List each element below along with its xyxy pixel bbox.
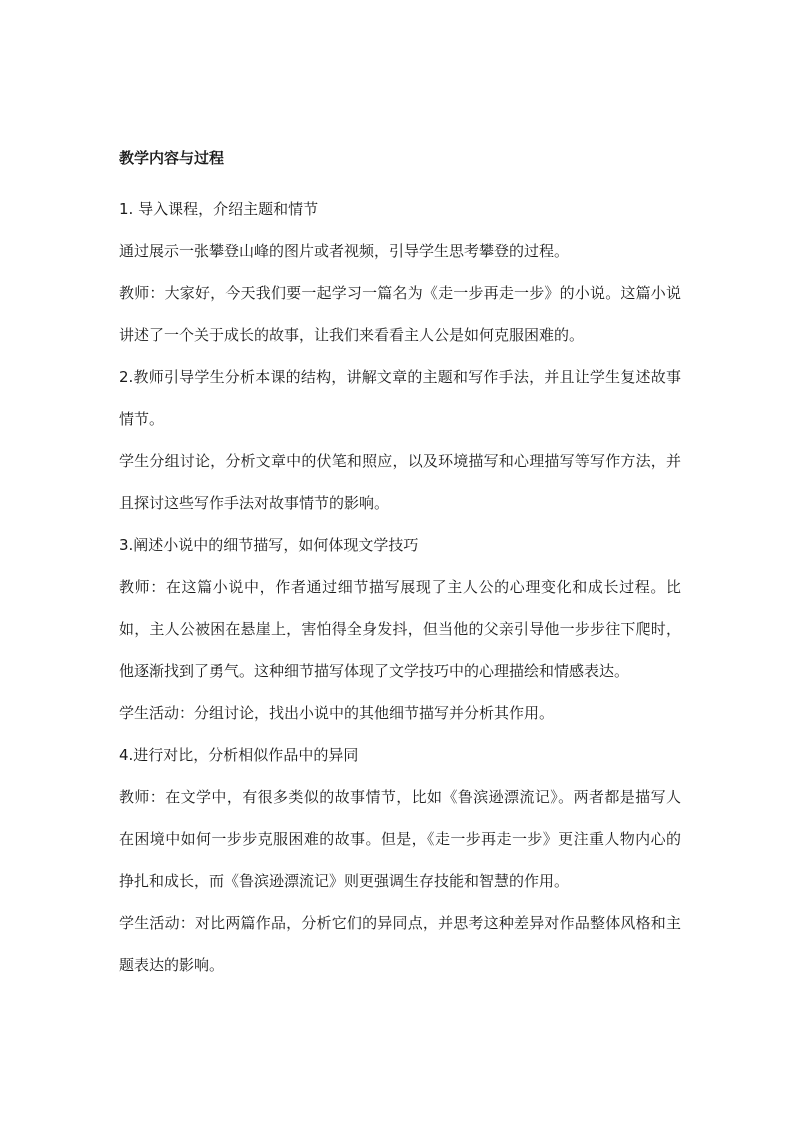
student-activity-2: 学生活动：对比两篇作品，分析它们的异同点，并思考这种差异对作品整体风格和主题表达的影响。 xyxy=(119,914,681,974)
step-4-title: 4.进行对比，分析相似作品中的异同 xyxy=(119,746,359,764)
section-heading: 教学内容与过程 xyxy=(119,149,225,167)
group-discussion: 学生分组讨论，分析文章中的伏笔和照应，以及环境描写和心理描写等写作方法，并且探讨这些写作手法对故事情节的影响。 xyxy=(119,452,681,512)
teacher-comparison: 教师：在文学中，有很多类似的故事情节，比如《鲁滨逊漂流记》。两者都是描写人在困境中如何一步步克服困难的故事。但是，《走一步再走一步》更注重人物内心的挣扎和成长，而《鲁滨逊漂流记》则更强调生存技能和智慧的作用。 xyxy=(119,788,681,890)
step-1-title: 1. 导入课程，介绍主题和情节 xyxy=(119,200,319,218)
teacher-detail: 教师：在这篇小说中，作者通过细节描写展现了主人公的心理变化和成长过程。比如，主人公被困在悬崖上，害怕得全身发抖，但当他的父亲引导他一步步往下爬时，他逐渐找到了勇气。这种细节描写体现了文学技巧中的心理描绘和情感表达。 xyxy=(119,578,681,680)
document-body xyxy=(119,146,681,986)
step-3-title: 3.阐述小说中的细节描写，如何体现文学技巧 xyxy=(119,536,419,554)
teacher-intro: 教师：大家好，今天我们要一起学习一篇名为《走一步再走一步》的小说。这篇小说讲述了一个关于成长的故事，让我们来看看主人公是如何克服困难的。 xyxy=(119,284,681,344)
student-activity-1: 学生活动：分组讨论，找出小说中的其他细节描写并分析其作用。 xyxy=(119,704,555,722)
step-2-title: 2.教师引导学生分析本课的结构，讲解文章的主题和写作手法，并且让学生复述故事情节。 xyxy=(119,368,681,428)
intro-activity: 通过展示一张攀登山峰的图片或者视频，引导学生思考攀登的过程。 xyxy=(119,242,570,260)
